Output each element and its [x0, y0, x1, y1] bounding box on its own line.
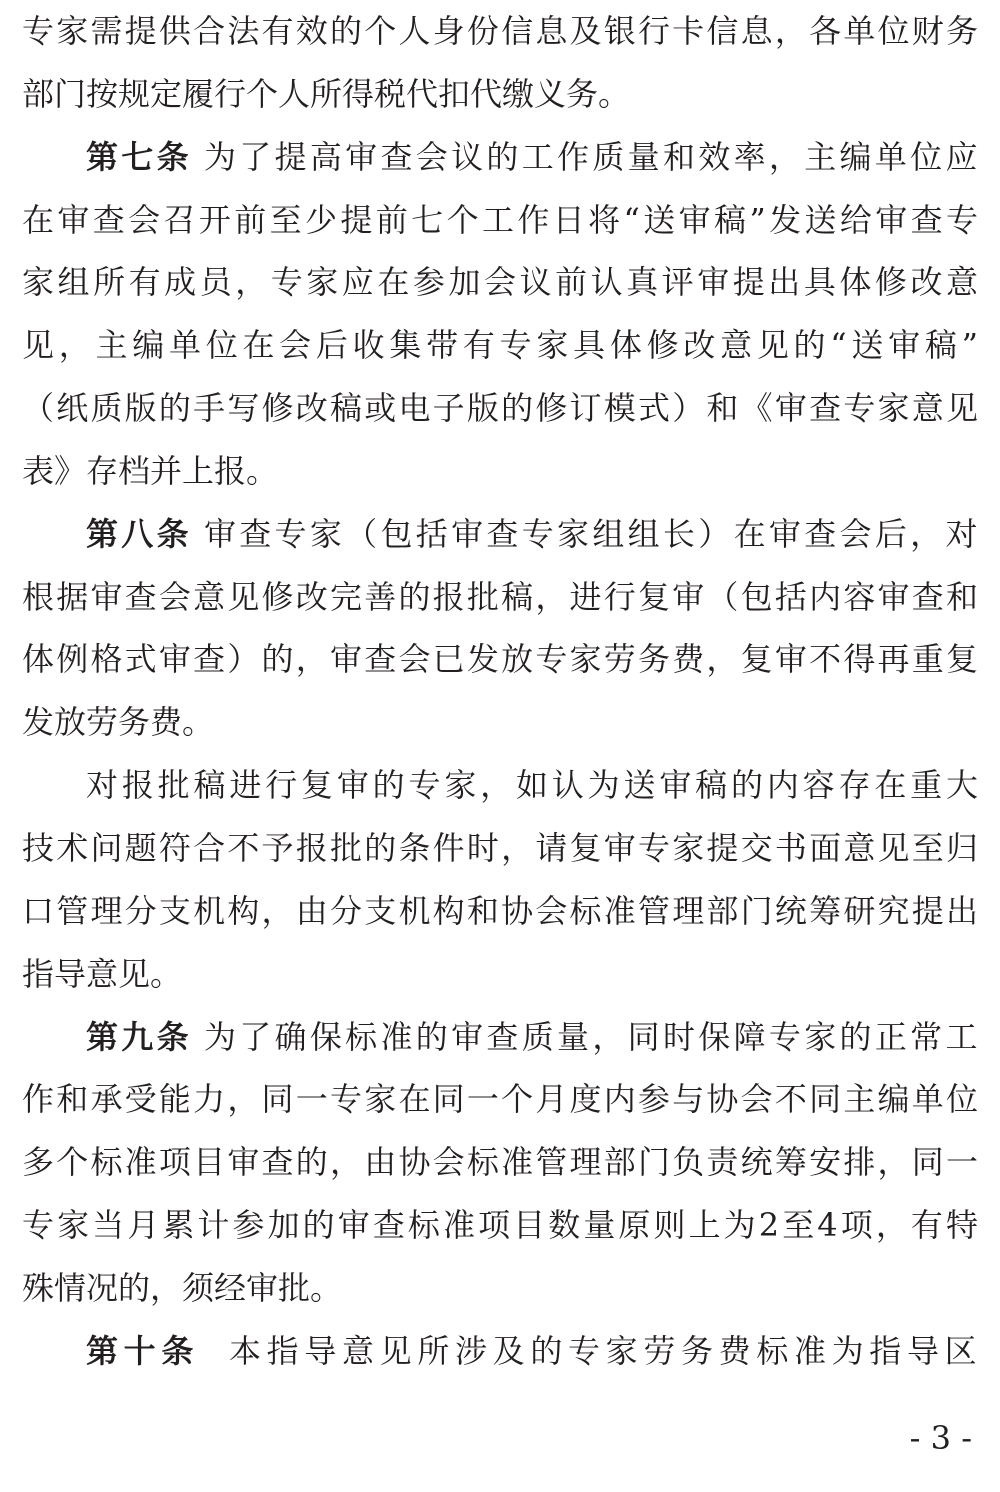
text-line	[22, 0, 978, 63]
text-line	[22, 63, 978, 126]
line-text: 殊情况的，须经审批。	[22, 1268, 343, 1307]
text-line	[22, 251, 978, 314]
text-line	[22, 1068, 978, 1131]
text-line	[22, 1006, 978, 1069]
text-line	[22, 377, 978, 440]
line-text: 部门按规定履行个人所得税代扣代缴义务。	[22, 74, 631, 113]
text-line	[22, 189, 978, 252]
text-line	[22, 691, 978, 754]
line-text: 根据审查会意见修改完善的报批稿，进行复审（包括内容审查和	[22, 577, 978, 616]
article-heading: 第八条	[86, 514, 192, 553]
body-text	[22, 0, 978, 1383]
line-text: 专家当月累计参加的审查标准项目数量原则上为2至4项，有特	[22, 1206, 978, 1245]
line-text: 口管理分支机构，由分支机构和协会标准管理部门统筹研究提出	[22, 891, 978, 930]
text-line	[22, 126, 978, 189]
text-line	[22, 566, 978, 629]
text-line	[22, 817, 978, 880]
line-text: 体例格式审查）的，审查会已发放专家劳务费，复审不得再重复	[22, 640, 978, 679]
article-heading: 第十条	[86, 1331, 199, 1370]
line-text: 对报批稿进行复审的专家，如认为送审稿的内容存在重大	[86, 766, 978, 805]
line-text: 审查专家（包括审查专家组组长）在审查会后，对	[203, 514, 978, 553]
text-line	[22, 1131, 978, 1194]
line-text: 为了确保标准的审查质量，同时保障专家的正常工	[203, 1017, 978, 1056]
line-text: 表》存档并上报。	[22, 451, 279, 490]
text-line	[22, 628, 978, 691]
line-text: 专家需提供合法有效的个人身份信息及银行卡信息，各单位财务	[22, 12, 978, 50]
text-line	[22, 314, 978, 377]
line-text: 发放劳务费。	[22, 703, 215, 742]
line-text: 见，主编单位在会后收集带有专家具体修改意见的“送审稿”	[22, 326, 978, 365]
text-line	[22, 1257, 978, 1320]
page-number: - 3 -	[909, 1419, 972, 1457]
text-line	[22, 440, 978, 503]
article-heading: 第七条	[86, 137, 192, 176]
text-line	[22, 880, 978, 943]
line-text: 本指导意见所涉及的专家劳务费标准为指导区	[229, 1331, 979, 1370]
line-text: 在审查会召开前至少提前七个工作日将“送审稿”发送给审查专	[22, 200, 978, 239]
text-line	[22, 943, 978, 1006]
line-text: 家组所有成员，专家应在参加会议前认真评审提出具体修改意	[22, 263, 978, 302]
line-text: 指导意见。	[22, 954, 183, 993]
text-line	[22, 1320, 978, 1383]
line-text: 多个标准项目审查的，由协会标准管理部门负责统筹安排，同一	[22, 1143, 978, 1182]
line-text: （纸质版的手写修改稿或电子版的修订模式）和《审查专家意见	[22, 389, 978, 428]
line-text: 为了提高审查会议的工作质量和效率，主编单位应	[203, 137, 978, 176]
text-line	[22, 754, 978, 817]
article-heading: 第九条	[86, 1017, 192, 1056]
text-line	[22, 1194, 978, 1257]
line-text: 技术问题符合不予报批的条件时，请复审专家提交书面意见至归	[22, 828, 978, 867]
text-line	[22, 503, 978, 566]
line-text: 作和承受能力，同一专家在同一个月度内参与协会不同主编单位	[22, 1080, 978, 1119]
